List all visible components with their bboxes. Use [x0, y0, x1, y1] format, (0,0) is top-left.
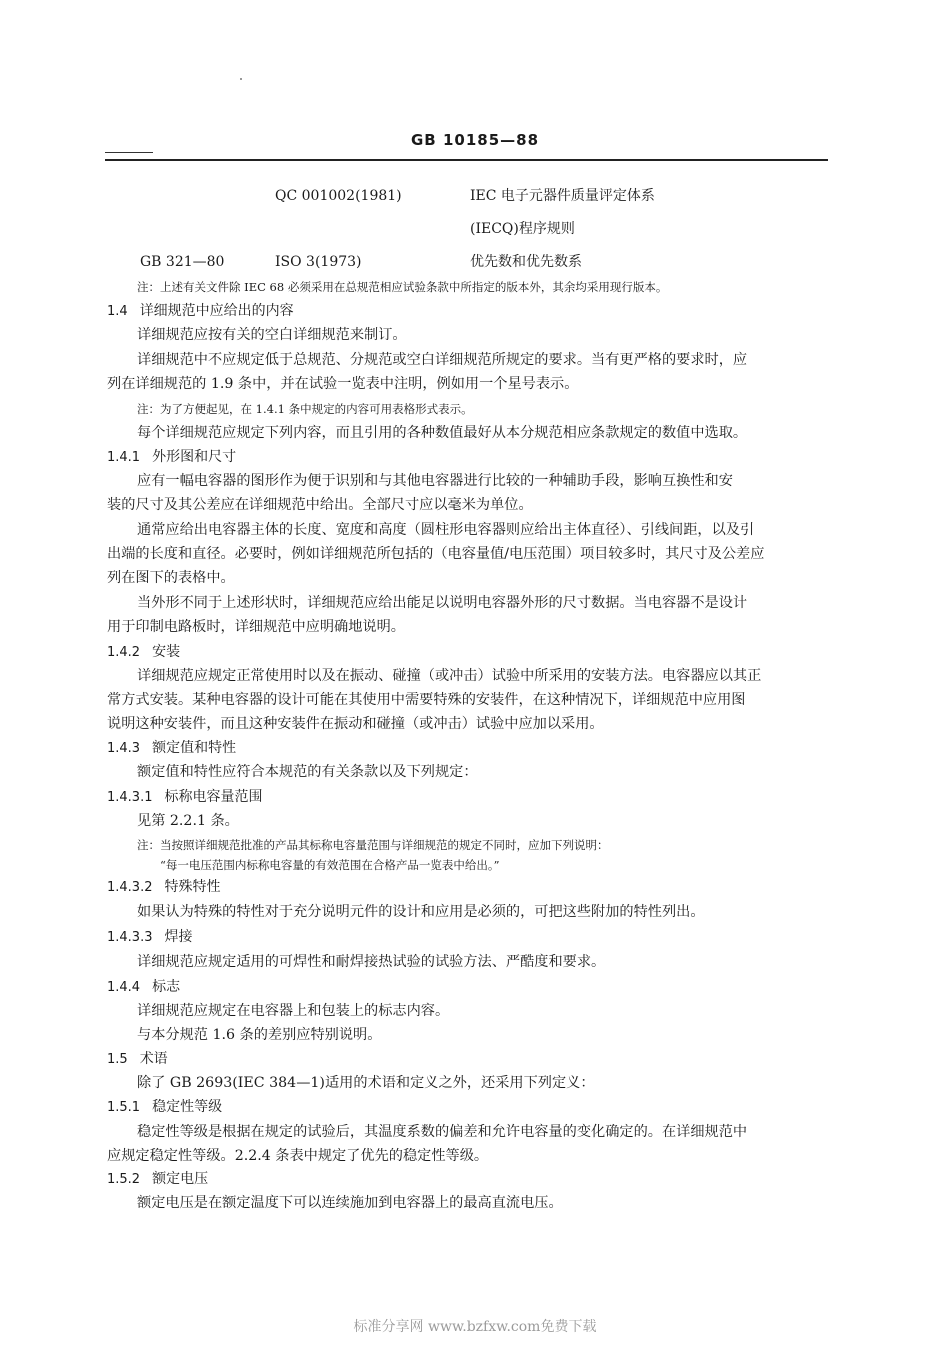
section-title: 稳定性等级	[152, 1099, 223, 1115]
paragraph-line: 列在图下的表格中。	[107, 570, 235, 586]
section-heading	[107, 446, 236, 468]
section-title: 标志	[152, 979, 181, 995]
paragraph-line: 稳定性等级是根据在规定的试验后，其温度系数的偏差和允许电容量的变化确定的。在详细规范中	[137, 1124, 748, 1140]
paragraph-line: 详细规范应规定正常使用时以及在振动、碰撞（或冲击）试验中所采用的安装方法。电容器应以其正	[137, 668, 762, 684]
header-rule	[105, 159, 828, 161]
paragraph-line: 常方式安装。某种电容器的设计可能在其使用中需要特殊的安装件，在这种情况下，详细规范中应用图	[107, 692, 746, 708]
section-heading	[107, 1096, 222, 1118]
section-title: 焊接	[164, 929, 193, 945]
section-heading	[107, 876, 220, 898]
section-number: 1.4.4	[107, 980, 141, 995]
section-heading	[107, 1168, 208, 1190]
reference-col3: (IECQ)程序规则	[470, 221, 575, 237]
section-title: 特殊特性	[164, 879, 221, 895]
paragraph-line: 应规定稳定性等级。2.2.4 条表中规定了优先的稳定性等级。	[107, 1148, 489, 1164]
section-title: 额定值和特性	[152, 740, 237, 756]
paragraph-line: 见第 2.2.1 条。	[137, 813, 239, 829]
reference-col2: ISO 3(1973)	[275, 254, 362, 270]
paragraph-line: 详细规范中不应规定低于总规范、分规范或空白详细规范所规定的要求。当有更严格的要求时，应	[137, 352, 748, 368]
section-number: 1.5.1	[107, 1100, 141, 1115]
paragraph-line: 出端的长度和直径。必要时，例如详细规范所包括的（电容量值/电压范围）项目较多时，其尺寸及公差应	[107, 546, 765, 562]
section-heading	[107, 737, 236, 759]
section-number: 1.4.3	[107, 741, 141, 756]
paragraph-line: 与本分规范 1.6 条的差别应特别说明。	[137, 1027, 382, 1043]
reference-col1: GB 321—80	[140, 254, 225, 270]
section-title: 安装	[152, 644, 181, 660]
note-text: 注：当按照详细规范批准的产品其标称电容量范围与详细规范的规定不同时，应加下列说明：	[137, 838, 609, 852]
paragraph-line: 额定值和特性应符合本规范的有关条款以及下列规定：	[137, 764, 478, 780]
section-title: 额定电压	[152, 1171, 209, 1187]
paragraph-line: 额定电压是在额定温度下可以连续施加到电容器上的最高直流电压。	[137, 1195, 563, 1211]
paragraph-line: 详细规范应规定在电容器上和包装上的标志内容。	[137, 1003, 450, 1019]
note-text: “每一电压范围内标称电容量的有效范围在合格产品一览表中给出。”	[160, 858, 500, 872]
note-text: 注：上述有关文件除 IEC 68 必须采用在总规范相应试验条款中所指定的版本外，其余均采用现行版本。	[137, 280, 668, 294]
section-number: 1.4.3.3	[107, 930, 153, 945]
section-heading	[107, 1048, 168, 1070]
paragraph-line: 详细规范应规定适用的可焊性和耐焊接热试验的试验方法、严酷度和要求。	[137, 954, 606, 970]
section-number: 1.4	[107, 304, 128, 319]
section-number: 1.4.3.2	[107, 880, 153, 895]
paragraph-line: 每个详细规范应规定下列内容，而且引用的各种数值最好从本分规范相应条款规定的数值中选取。	[137, 425, 748, 441]
section-number: 1.4.1	[107, 450, 141, 465]
section-title: 外形图和尺寸	[152, 449, 237, 465]
section-heading	[107, 641, 180, 663]
paragraph-line: 通常应给出电容器主体的长度、宽度和高度（圆柱形电容器则应给出主体直径）、引线间距，以及引	[137, 522, 755, 538]
reference-col3: 优先数和优先数系	[470, 254, 582, 270]
paragraph-line: 如果认为特殊的特性对于充分说明元件的设计和应用是必须的，可把这些附加的特性列出。	[137, 904, 705, 920]
section-number: 1.5	[107, 1052, 128, 1067]
reference-col3: IEC 电子元器件质量评定体系	[470, 188, 655, 204]
standard-code: GB 10185—88	[410, 131, 540, 149]
note-text: 注：为了方便起见，在 1.4.1 条中规定的内容可用表格形式表示。	[137, 402, 473, 416]
paragraph-line: 详细规范应按有关的空白详细规范来制订。	[137, 327, 407, 343]
section-number: 1.4.2	[107, 645, 141, 660]
paragraph-line: 装的尺寸及其公差应在详细规范中给出。全部尺寸应以毫米为单位。	[107, 497, 533, 513]
paragraph-line: 除了 GB 2693(IEC 384—1)适用的术语和定义之外，还采用下列定义：	[137, 1075, 595, 1091]
section-title: 标称电容量范围	[164, 789, 263, 805]
header-short-rule	[105, 152, 153, 153]
section-title: 详细规范中应给出的内容	[139, 303, 294, 319]
paragraph-line: 应有一幅电容器的图形作为便于识别和与其他电容器进行比较的一种辅助手段，影响互换性和安	[137, 473, 733, 489]
footer-watermark: 标准分享网 www.bzfxw.com免费下载	[353, 1319, 597, 1335]
paragraph-line: 列在详细规范的 1.9 条中，并在试验一览表中注明，例如用一个星号表示。	[107, 376, 579, 392]
section-heading	[107, 786, 262, 808]
reference-col2: QC 001002(1981)	[275, 188, 402, 204]
paragraph-line: 当外形不同于上述形状时，详细规范应给出能足以说明电容器外形的尺寸数据。当电容器不是设计	[137, 595, 748, 611]
section-number: 1.5.2	[107, 1172, 141, 1187]
section-heading	[107, 926, 192, 948]
scan-speck	[240, 78, 242, 80]
section-number: 1.4.3.1	[107, 790, 153, 805]
section-heading	[107, 300, 294, 322]
section-title: 术语	[139, 1051, 168, 1067]
paragraph-line: 说明这种安装件，而且这种安装件在振动和碰撞（或冲击）试验中应加以采用。	[107, 716, 604, 732]
paragraph-line: 用于印制电路板时，详细规范中应明确地说明。	[107, 619, 405, 635]
section-heading	[107, 976, 180, 998]
